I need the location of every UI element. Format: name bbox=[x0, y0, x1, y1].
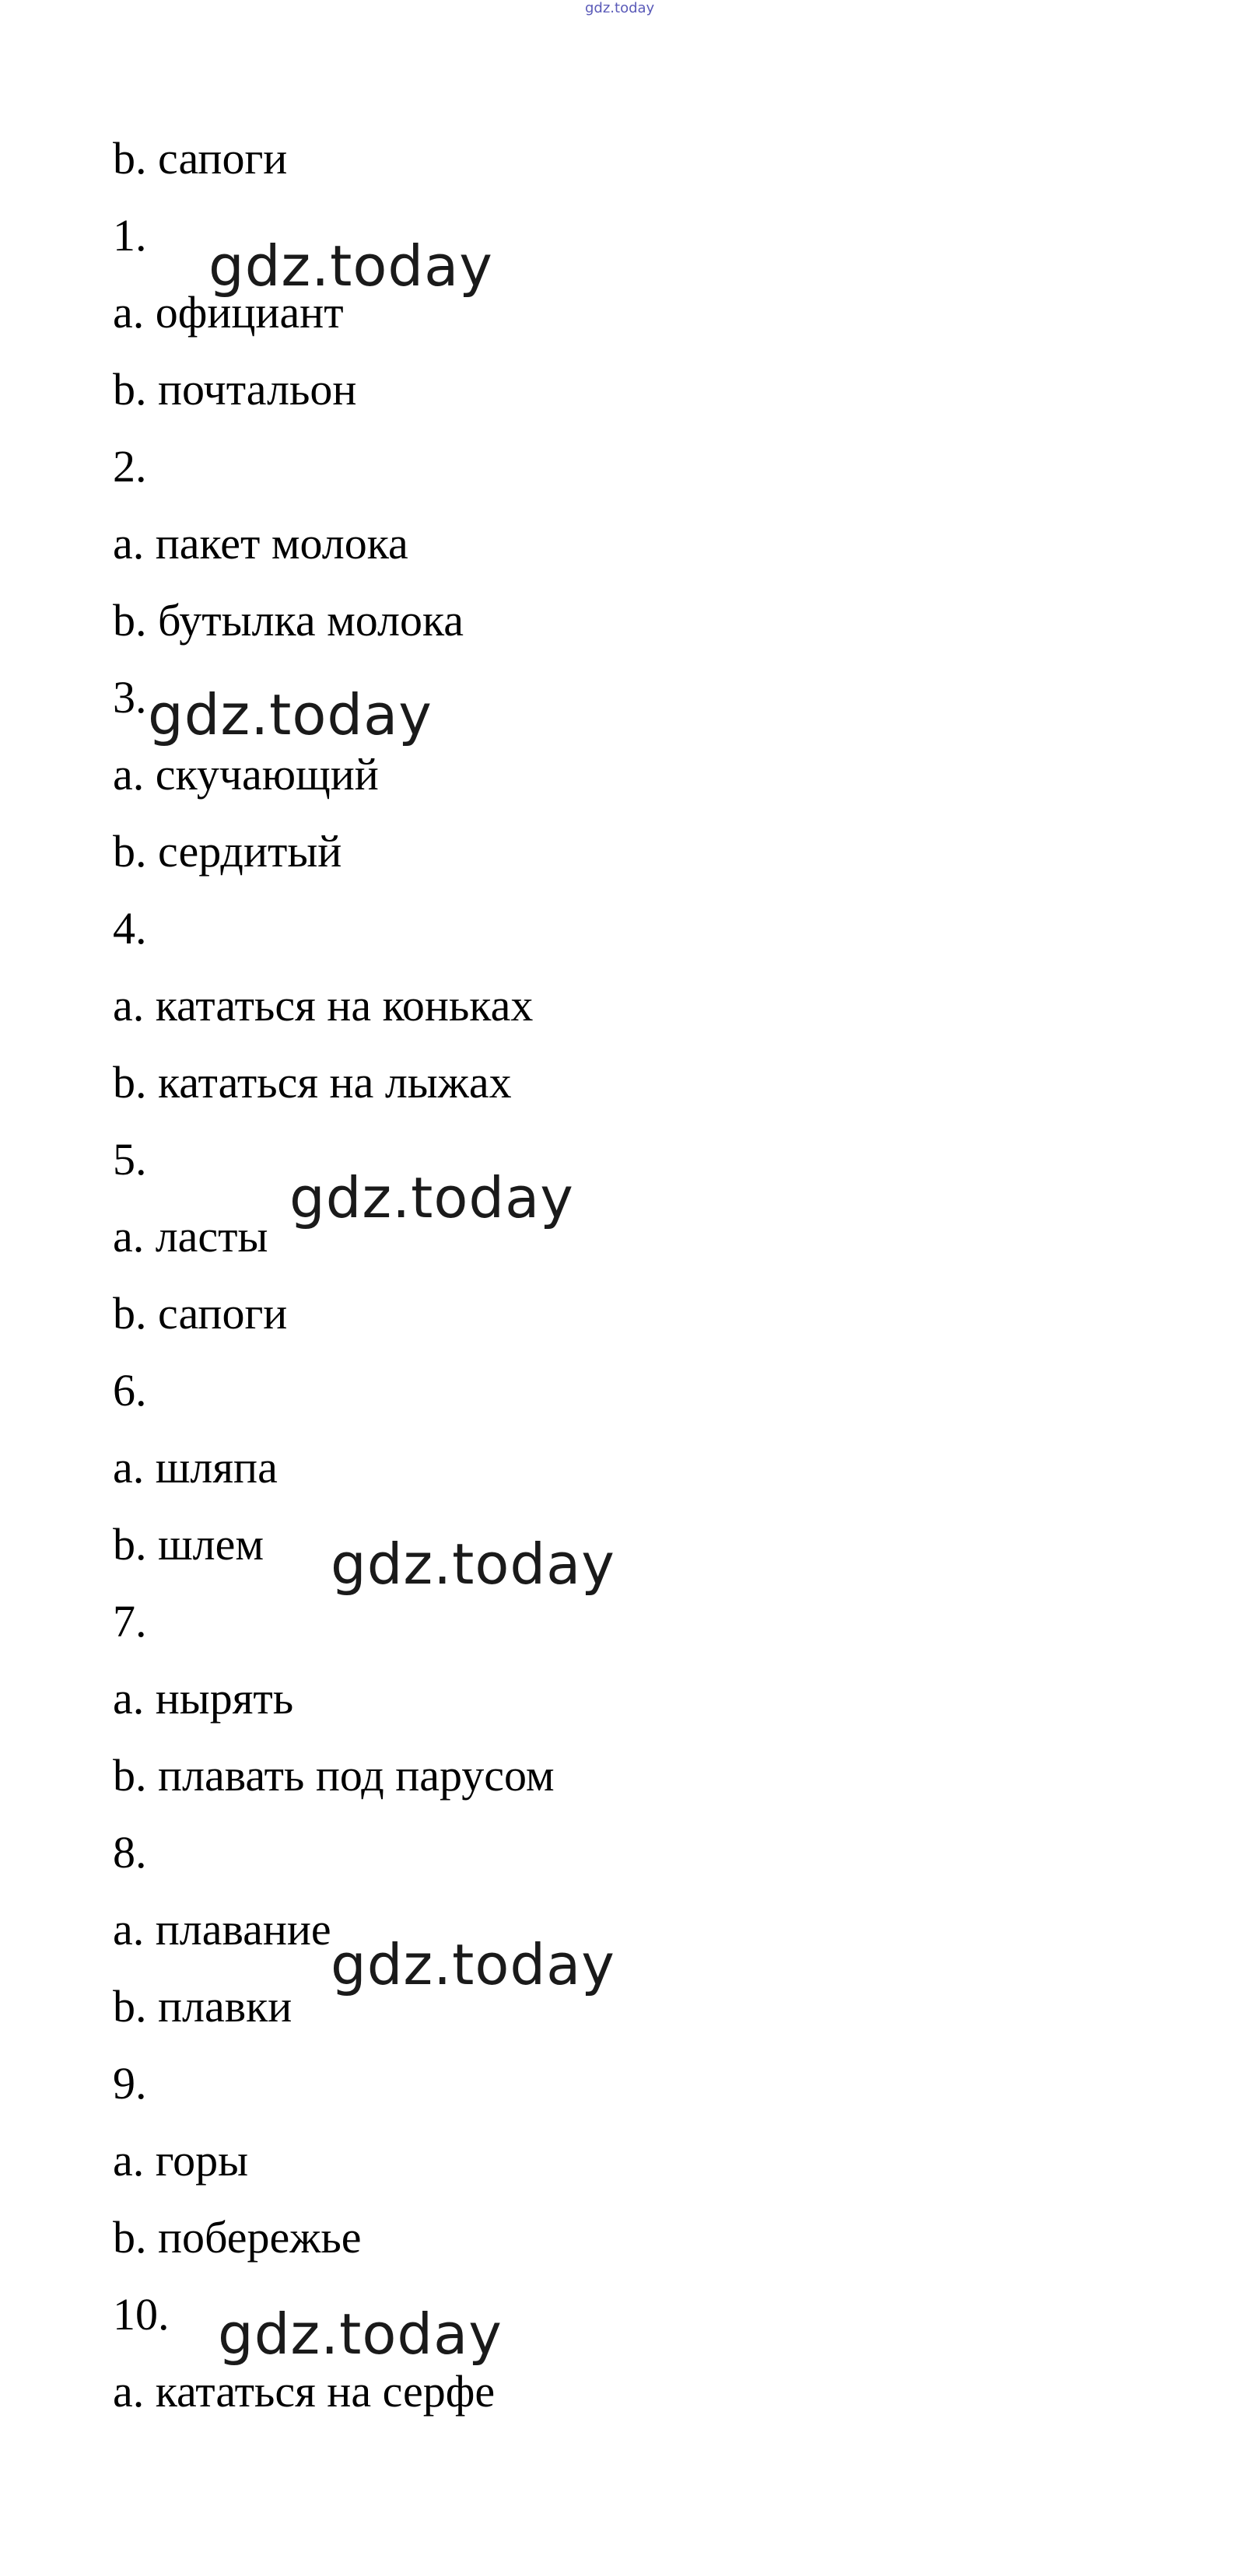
list-item: 4. bbox=[113, 903, 147, 954]
header-watermark: gdz.today bbox=[585, 0, 655, 16]
list-item: b. почтальон bbox=[113, 364, 357, 415]
list-item: a. пакет молока bbox=[113, 518, 408, 569]
watermark: gdz.today bbox=[148, 682, 433, 747]
list-item: 6. bbox=[113, 1365, 147, 1416]
list-item: a. официант bbox=[113, 287, 344, 338]
watermark: gdz.today bbox=[218, 2301, 503, 2367]
watermark: gdz.today bbox=[289, 1165, 574, 1230]
list-item: 5. bbox=[113, 1134, 147, 1185]
list-item: a. скучающий bbox=[113, 749, 379, 800]
list-item: a. ласты bbox=[113, 1211, 268, 1262]
watermark: gdz.today bbox=[331, 1531, 615, 1597]
list-item: b. бутылка молока bbox=[113, 595, 464, 646]
list-item: a. плавание bbox=[113, 1904, 331, 1955]
list-item: a. кататься на серфе bbox=[113, 2366, 496, 2417]
watermark: gdz.today bbox=[208, 233, 493, 299]
list-item: 10. bbox=[113, 2289, 170, 2340]
list-item: 2. bbox=[113, 441, 147, 492]
list-item: 9. bbox=[113, 2058, 147, 2109]
list-item: a. кататься на коньках bbox=[113, 980, 534, 1031]
list-item: a. шляпа bbox=[113, 1442, 278, 1493]
list-item: 8. bbox=[113, 1827, 147, 1878]
list-item: a. горы bbox=[113, 2135, 249, 2186]
list-item: 1. bbox=[113, 210, 147, 261]
list-item: a. нырять bbox=[113, 1673, 294, 1724]
watermark: gdz.today bbox=[331, 1932, 615, 1997]
list-item: b. шлем bbox=[113, 1519, 264, 1570]
list-item: b. сапоги bbox=[113, 1288, 288, 1339]
list-item: b. кататься на лыжах bbox=[113, 1057, 512, 1108]
list-item: b. побережье bbox=[113, 2212, 362, 2263]
list-item: 7. bbox=[113, 1596, 147, 1647]
list-item: b. плавать под парусом bbox=[113, 1750, 555, 1801]
list-item: b. плавки bbox=[113, 1981, 292, 2032]
list-item: b. сапоги bbox=[113, 133, 288, 184]
list-item: 3. bbox=[113, 672, 147, 723]
list-item: b. сердитый bbox=[113, 826, 342, 877]
